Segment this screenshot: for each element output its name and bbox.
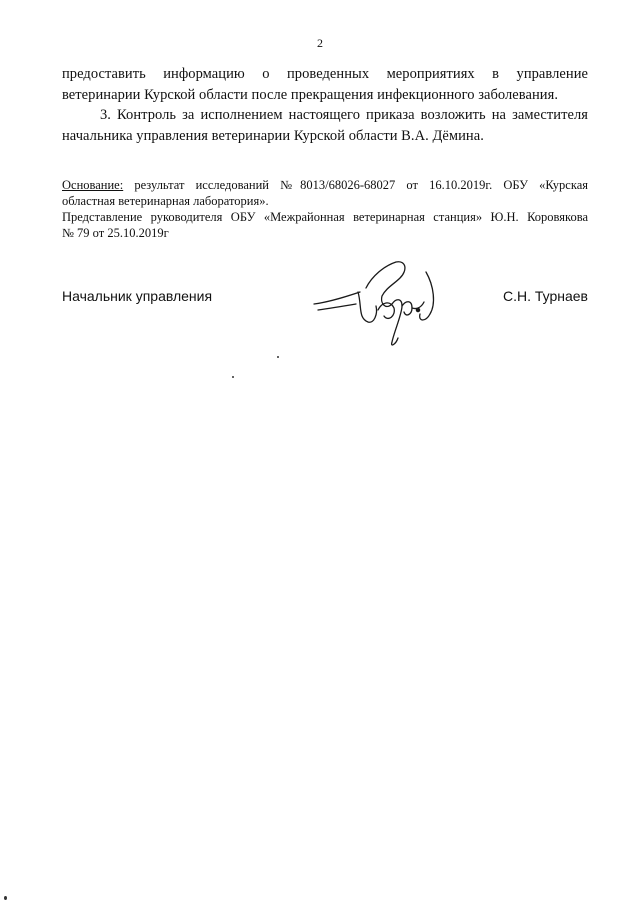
basis-line: Представление руководителя ОБУ «Межрайонная ветеринарная станция» Ю.Н. Коровякова xyxy=(62,210,588,224)
paragraph-control-clause xyxy=(62,105,588,147)
basis-block xyxy=(62,177,588,241)
basis-label: Основание: xyxy=(62,178,124,192)
paragraph-line: ветеринарии Курской области после прекращения инфекционного заболевания. xyxy=(62,87,558,103)
basis-line: № 79 от 25.10.2019г xyxy=(62,226,169,240)
paragraph-line: начальника управления ветеринарии Курской области В.А. Дёмина. xyxy=(62,128,484,144)
scan-speck xyxy=(4,896,7,900)
signatory-name: С.Н. Турнаев xyxy=(502,288,588,304)
signatory-position: Начальник управления xyxy=(62,288,213,304)
handwritten-signature xyxy=(308,252,448,348)
paragraph-info-report xyxy=(62,64,588,106)
page-number: 2 xyxy=(317,36,323,50)
scan-speck xyxy=(277,356,279,358)
paragraph-line: 3. Контроль за исполнением настоящего приказа возложить на заместителя xyxy=(100,107,588,123)
basis-line: областная ветеринарная лаборатория». xyxy=(62,194,269,208)
basis-line xyxy=(62,177,588,193)
paragraph-line: предоставить информацию о проведенных мероприятиях в управление xyxy=(62,66,588,82)
basis-text: результат исследований №8013/68026-68027 от 16.10.2019г. ОБУ «Курская xyxy=(123,178,588,192)
scan-speck xyxy=(232,376,234,378)
